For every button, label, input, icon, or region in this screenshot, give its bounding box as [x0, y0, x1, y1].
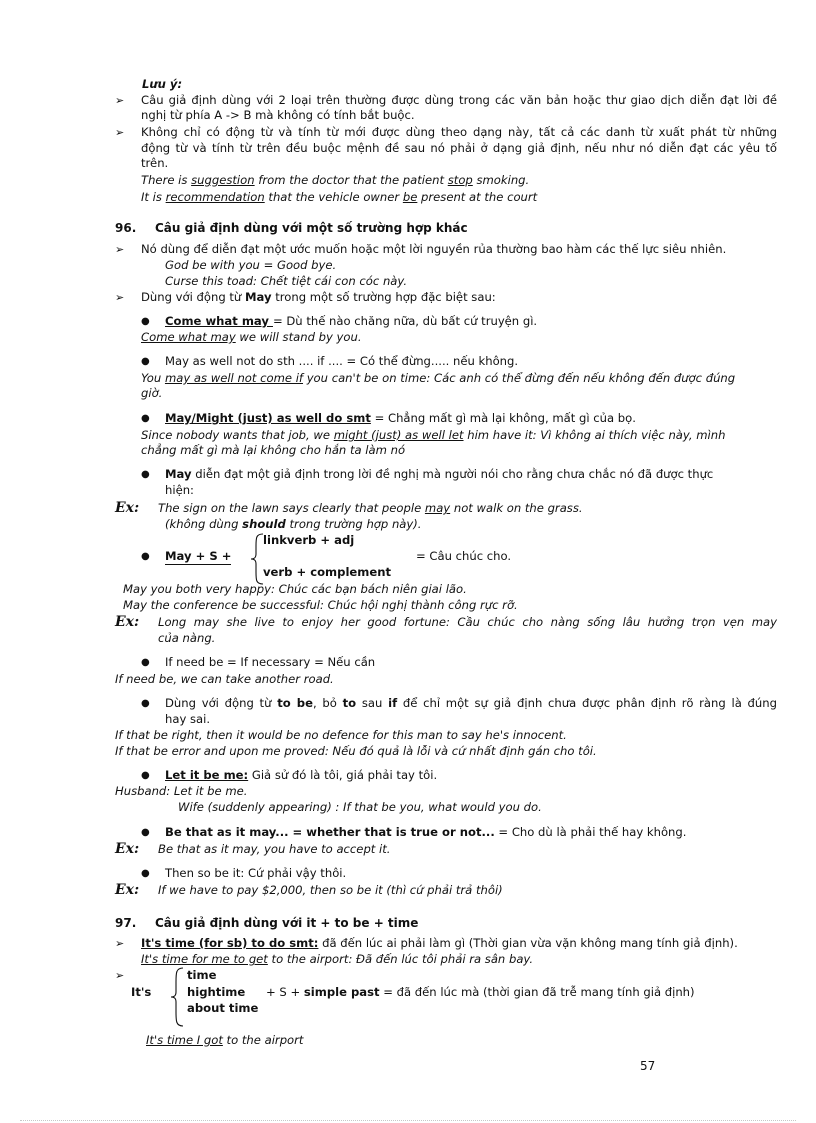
note-example-1: There is suggestion from the doctor that the patient stop smoking.: [141, 173, 530, 187]
s96-bullet1-example1: God be with you = Good bye.: [165, 258, 337, 272]
ex-label: Ex:: [115, 841, 140, 857]
be-that-line: Be that as it may... = whether that is true or not... = Cho dù là phải thế hay không.: [165, 825, 687, 839]
note-example-2: It is recommendation that the vehicle owner be present at the court: [141, 190, 538, 204]
may-s-result: = Câu chúc cho.: [416, 549, 512, 563]
note-b2-line3: trên.: [141, 156, 169, 170]
if-need-be-line: If need be = If necessary = Nếu cần: [165, 655, 376, 669]
arrow-bullet-icon: ➢: [115, 969, 125, 982]
long-may-example-2: của nàng.: [158, 631, 216, 645]
arrow-bullet-icon: ➢: [115, 126, 125, 139]
s97-bullet1: It's time (for sb) to do smt: đã đến lúc ai phải làm gì (Thời gian vừa vặn không mang tính giả định).: [141, 936, 738, 950]
arrow-bullet-icon: ➢: [115, 243, 125, 256]
curly-brace-icon: [170, 966, 186, 1028]
time-option-1: time: [187, 968, 217, 982]
note-b1-line2: nghị từ phía A -> B mà không có tính bắt buộc.: [141, 108, 415, 122]
may-express-line2: hiện:: [165, 483, 194, 497]
section-96-title: Câu giả định dùng với một số trường hợp khác: [155, 221, 468, 235]
dot-bullet-icon: ●: [141, 469, 150, 480]
arrow-bullet-icon: ➢: [115, 94, 125, 107]
dot-bullet-icon: ●: [141, 356, 150, 367]
its-label: It's: [131, 985, 152, 999]
arrow-bullet-icon: ➢: [115, 937, 125, 950]
s97-example: It's time I got to the airport: [146, 1033, 304, 1047]
so-be-it-line: Then so be it: Cứ phải vậy thôi.: [165, 866, 347, 880]
might-as-well-line: May/Might (just) as well do smt = Chẳng mất gì mà lại không, mất gì của bọ.: [165, 411, 636, 425]
section-97-number: 97.: [115, 916, 137, 930]
ex-label: Ex:: [115, 614, 140, 630]
dot-bullet-icon: ●: [141, 657, 150, 668]
may-express-line1: May diễn đạt một giả định trong lời đề nghị mà người nói cho rằng chưa chắc nó đã được thực: [165, 467, 714, 481]
dot-bullet-icon: ●: [141, 551, 150, 562]
page-number: 57: [640, 1059, 656, 1073]
may-as-well-example: You may as well not come if you can't be on time: Các anh có thể đừng đến nếu không đến được đúng: [141, 371, 736, 385]
be-that-example: Be that as it may, you have to accept it.: [158, 842, 391, 856]
time-option-3: about time: [187, 1001, 259, 1015]
s96-bullet1-example2: Curse this toad: Chết tiệt cái con cóc này.: [165, 274, 408, 288]
may-as-well-line: May as well not do sth .... if .... = Có thể đừng..... nếu không.: [165, 354, 519, 368]
time-option-2: hightime: [187, 985, 246, 999]
section-96-number: 96.: [115, 221, 137, 235]
to-be-example2: If that be error and upon me proved: Nếu đó quả là lỗi và cứ nhất định gán cho tôi.: [115, 744, 597, 758]
come-what-may-example: Come what may we will stand by you.: [141, 330, 362, 344]
let-it-be-example2: Wife (suddenly appearing) : If that be you, what would you do.: [178, 800, 542, 814]
dot-bullet-icon: ●: [141, 698, 150, 709]
may-as-well-example-2: giờ.: [141, 386, 163, 400]
might-as-well-example-2: chẳng mất gì mà lại không cho hắn ta làm nó: [141, 443, 406, 457]
let-it-be-line: Let it be me: Giả sử đó là tôi, giá phải tay tôi.: [165, 768, 438, 782]
ex-label: Ex:: [115, 882, 140, 898]
may-s-linkverb: linkverb + adj: [263, 533, 355, 547]
if-need-be-example: If need be, we can take another road.: [115, 672, 334, 686]
dot-bullet-icon: ●: [141, 827, 150, 838]
long-may-example: Long may she live to enjoy her good fortune: Cầu chúc cho nàng sống lâu hưởng trọn vẹn may: [158, 615, 777, 629]
note-label: Lưu ý:: [142, 77, 183, 91]
arrow-bullet-icon: ➢: [115, 291, 125, 304]
note-b2-line1: Không chỉ có động từ và tính từ mới được dùng theo dạng này, tất cả các danh từ xuất phát từ những: [141, 125, 777, 139]
note-b2-line2: động từ và tính từ trên đều buộc mệnh đề sau nó phải ở dạng giả định, nếu như nó diễn đạt các yêu tố: [141, 141, 777, 155]
to-be-example1: If that be right, then it would be no defence for this man to say he's innocent.: [115, 728, 567, 742]
may-s-verb-complement: verb + complement: [263, 565, 392, 579]
ex-label: Ex:: [115, 500, 140, 516]
may-s-example1: May you both very happy: Chúc các bạn bách niên giai lão.: [123, 582, 467, 596]
s97-bullet1-example: It's time for me to get to the airport: Đã đến lúc tôi phải ra sân bay.: [141, 952, 534, 966]
may-s-term: May + S +: [165, 549, 232, 563]
dot-bullet-icon: ●: [141, 770, 150, 781]
dot-bullet-icon: ●: [141, 316, 150, 327]
might-as-well-example: Since nobody wants that job, we might (just) as well let him have it: Vì không ai thích việc này, mình: [141, 428, 726, 442]
page-bottom-divider: [20, 1120, 796, 1121]
to-be-line1: Dùng với động từ to be, bỏ to sau if để chỉ một sự giả định chưa được phân định rõ ràng là đúng: [165, 696, 777, 710]
note-b1-line1: Câu giả định dùng với 2 loại trên thường được dùng trong các văn bản hoặc thư giao dịch diễn đạt lời đề: [141, 93, 777, 107]
come-what-may-line: Come what may = Dù thế nào chăng nữa, dù bất cứ truyện gì.: [165, 314, 538, 328]
to-be-line2: hay sai.: [165, 712, 211, 726]
should-note: (không dùng should trong trường hợp này).: [165, 517, 422, 531]
its-time-formula: + S + simple past = đã đến lúc mà (thời gian đã trễ mang tính giả định): [266, 985, 695, 999]
so-be-it-example: If we have to pay $2,000, then so be it (thì cứ phải trả thôi): [158, 883, 503, 897]
dot-bullet-icon: ●: [141, 413, 150, 424]
s96-bullet1: Nó dùng để diễn đạt một ước muốn hoặc một lời nguyền rủa thường bao hàm các thế lực siêu nhiên.: [141, 242, 727, 256]
section-97-title: Câu giả định dùng với it + to be + time: [155, 916, 419, 930]
s96-bullet2: Dùng với động từ May trong một số trường hợp đặc biệt sau:: [141, 290, 496, 304]
let-it-be-example1: Husband: Let it be me.: [115, 784, 248, 798]
sign-example: The sign on the lawn says clearly that people may not walk on the grass.: [158, 501, 583, 515]
dot-bullet-icon: ●: [141, 868, 150, 879]
may-s-example2: May the conference be successful: Chúc hội nghị thành công rực rỡ.: [123, 598, 518, 612]
